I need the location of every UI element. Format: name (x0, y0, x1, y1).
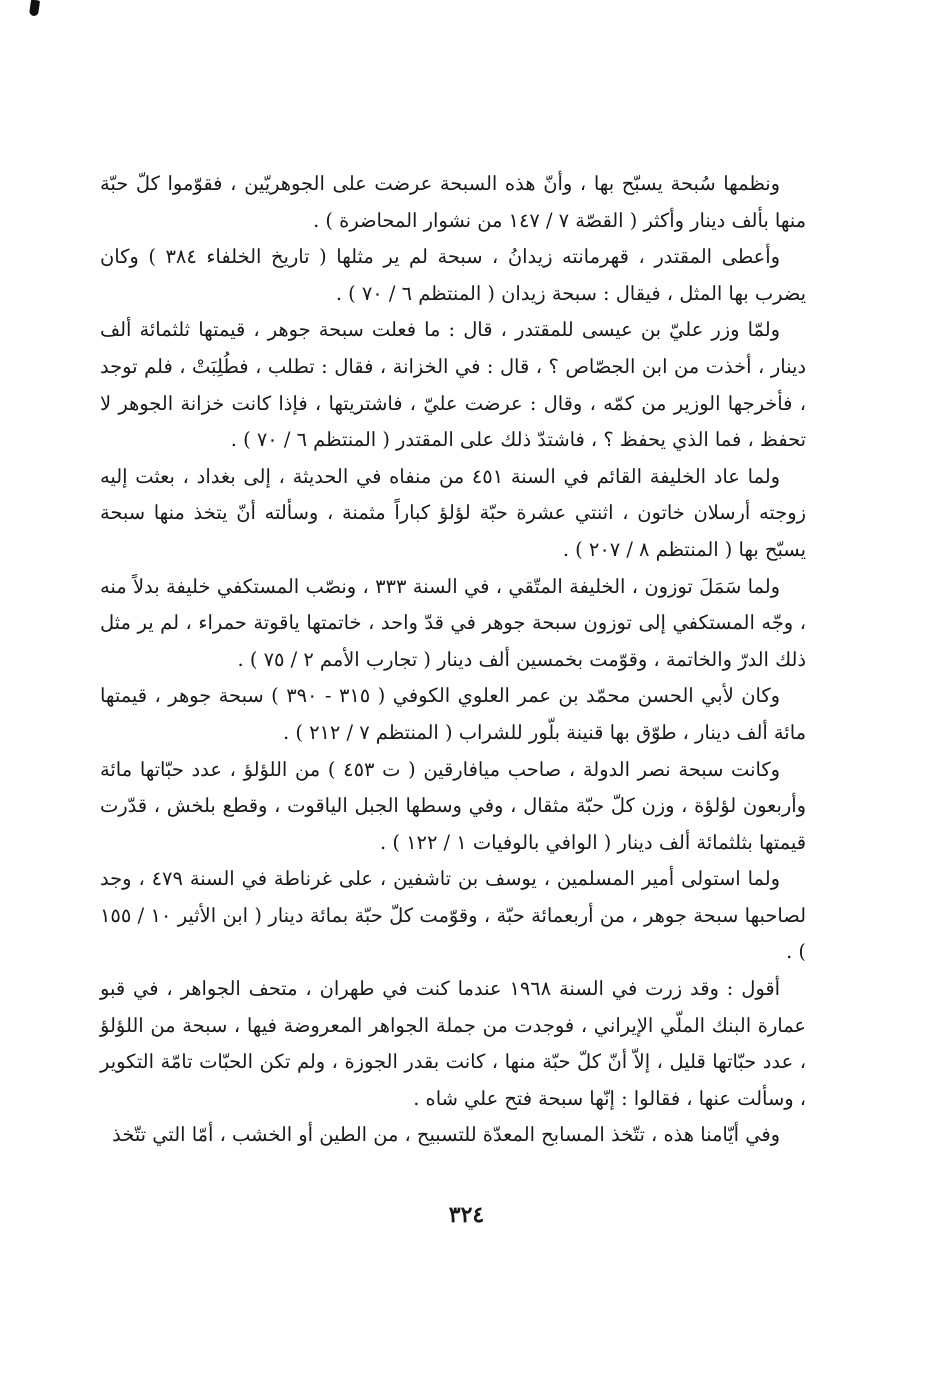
paragraph: وأعطى المقتدر ، قهرمانته زيدانُ ، سبحة لم ير مثلها ( تاريخ الخلفاء ٣٨٤ ) وكان يضرب بها المثل ، فيقال : سبحة زيدان ( المنتظم ٦ / ٧٠ ) . (100, 245, 806, 305)
paragraph: ولما استولى أمير المسلمين ، يوسف بن تاشفين ، على غرناطة في السنة ٤٧٩ ، وجد لصاحبها سبحة جوهر ، من أربعمائة حبّة ، وقوّمت كلّ حبّة بمائة دينار ( ابن الأثير ١٠ / ١٥٥ ) . (100, 867, 806, 964)
paragraph: ونظمها سُبحة يسبّح بها ، وأنّ هذه السبحة عرضت على الجوهريّين ، فقوّموا كلّ حبّة منها بألف دينار وأكثر ( القصّة ٧ / ١٤٧ من نشوار المحاضرة ) . (100, 172, 806, 232)
paragraph: ولما عاد الخليفة القائم في السنة ٤٥١ من منفاه في الحديثة ، إلى بغداد ، بعثت إليه زوجته أرسلان خاتون ، اثنتي عشرة حبّة لؤلؤ كباراً مثمنة ، وسألته أنّ يتخذ منها سبحة يسبّح بها ( المنتظم ٨ / ٢٠٧ ) . (100, 464, 806, 561)
paragraph: أقول : وقد زرت في السنة ١٩٦٨ عندما كنت في طهران ، متحف الجواهر ، في قبو عمارة البنك الملّي الإيراني ، فوجدت من جملة الجواهر المعروضة فيها ، سبحة من اللؤلؤ ، عدد حبّاتها قليل ، إلاّ أنّ كلّ حبّة منها ، كانت بقدر الجوزة ، ولم تكن الحبّات تامّة التكوير ، وسألت عنها ، فقالوا : إنّها سبحة فتح علي شاه . (100, 977, 806, 1110)
paragraph: ولما سَمَلَ توزون ، الخليفة المتّقي ، في السنة ٣٣٣ ، ونصّب المستكفي خليفة بدلاً منه ، وجّه المستكفي إلى توزون سبحة جوهر في قدّ واحد ، خاتمتها ياقوتة حمراء ، لم ير مثل ذلك الدرّ والخاتمة ، وقوّمت بخمسين ألف دينار ( تجارب الأمم ٢ / ٧٥ ) . (100, 574, 806, 671)
page-number: ٣٢٤ (448, 1202, 485, 1228)
body-text (100, 166, 806, 1154)
paragraph: وكان لأبي الحسن محمّد بن عمر العلوي الكوفي ( ٣١٥ - ٣٩٠ ) سبحة جوهر ، قيمتها مائة ألف دينار ، طوّق بها قنينة بلّور للشراب ( المنتظم ٧ / ٢١٢ ) . (100, 684, 806, 744)
paragraph: وفي أيّامنا هذه ، تتّخذ المسابح المعدّة للتسبيح ، من الطين أو الخشب ، أمّا التي تتّخذ (112, 1123, 780, 1147)
paragraph: ولمّا وزر عليّ بن عيسى للمقتدر ، قال : ما فعلت سبحة جوهر ، قيمتها ثلثمائة ألف دينار ، أخذت من ابن الجصّاص ؟ ، قال : في الخزانة ، فقال : تطلب ، فطُلِبَتْ ، فلم توجد ، فأخرجها الوزير من كمّه ، وقال : عرضت عليّ ، فاشتريتها ، فإذا كانت خزانة الجوهر لا تحفظ ، فما الذي يحفظ ؟ ، فاشتدّ ذلك على المقتدر ( المنتظم ٦ / ٧٠ ) . (100, 318, 806, 452)
ink-mark (29, 0, 40, 17)
paragraph: وكانت سبحة نصر الدولة ، صاحب ميافارقين ( ت ٤٥٣ ) من اللؤلؤ ، عدد حبّاتها مائة وأربعون لؤلؤة ، وزن كلّ حبّة مثقال ، وفي وسطها الجبل الياقوت ، وقطع بلخش ، قدّرت قيمتها بثلثمائة ألف دينار ( الوافي بالوفيات ١ / ١٢٢ ) . (100, 757, 806, 854)
